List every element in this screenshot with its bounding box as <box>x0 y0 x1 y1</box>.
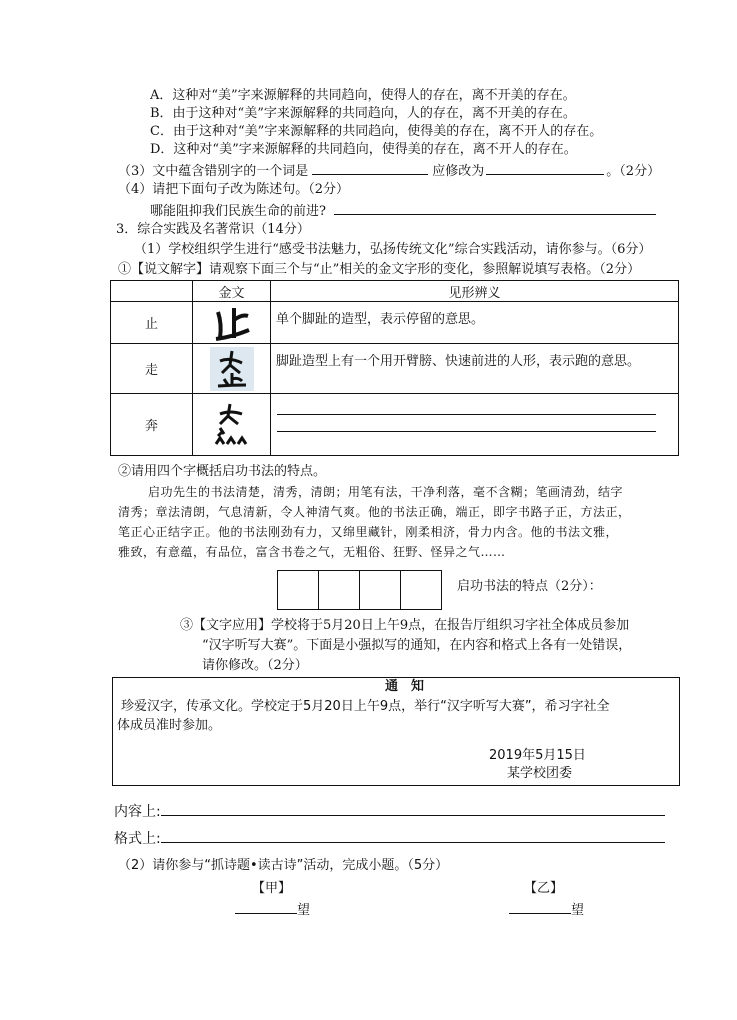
table-desc-ben-answer[interactable] <box>271 394 679 456</box>
answer-content-row <box>114 802 665 821</box>
table-header-jinwen: 金文 <box>193 281 271 302</box>
answer-line-2[interactable] <box>277 415 656 432</box>
q3-middle: 应修改为 <box>432 164 485 179</box>
question-4-sentence <box>150 201 656 221</box>
option-a: A．这种对“美”字来源解释的共同趋向，使得人的存在，离不开美的存在。 <box>150 88 576 103</box>
q3-prefix: （3）文中蕴含错别字的一个词是 <box>118 164 309 179</box>
notice-title: 通 知 <box>385 679 425 694</box>
option-b: B．由于这种对“美”字来源解释的共同趋向，人的存在，离不开美的存在。 <box>150 106 576 121</box>
notice-body-line: 体成员准时参加。 <box>117 718 222 733</box>
poem-a-title <box>235 900 310 920</box>
poem-a-blank[interactable] <box>235 900 297 914</box>
answer-blank-statement[interactable] <box>334 201 656 215</box>
answer-format-row <box>114 829 665 848</box>
question-3 <box>118 161 660 181</box>
jinwen-table <box>110 280 679 456</box>
q3-suffix: 。（2分） <box>606 164 661 179</box>
table-char-zhi: 止 <box>111 302 193 344</box>
poem-b-label: 【乙】 <box>524 881 564 896</box>
table-row <box>111 302 679 344</box>
answer-box[interactable] <box>318 570 360 610</box>
poem-b-suffix: 望 <box>571 903 585 918</box>
table-header-meaning: 见形辨义 <box>271 281 679 302</box>
table-header-empty <box>111 281 193 302</box>
notice-body-line: 珍爱汉字，传承文化。学校定于5月20日上午9点，举行“汉字听写大赛”，希习字社全 <box>121 699 610 714</box>
passage-line: 清秀；章法清朗，气息清新，令人神清气爽。他的书法正确，端正，即字书路子正，方法正， <box>118 505 631 519</box>
notice-sender: 某学校团委 <box>507 766 573 781</box>
answer-content-line[interactable] <box>161 802 665 816</box>
poem-a-label: 【甲】 <box>252 881 292 896</box>
task-2: ②请用四个字概括启功书法的特点。 <box>118 464 327 479</box>
task-1: ①【说文解字】请观察下面三个与“止”相关的金文字形的变化，参照解说填写表格。（2分） <box>118 262 641 277</box>
jinwen-zhi-glyph <box>193 302 271 344</box>
task-3-line: “汉字听写大赛”。下面是小强拟写的通知，在内容和格式上各有一处错误， <box>202 638 632 653</box>
question-4: （4）请把下面句子改为陈述句。（2分） <box>118 182 350 197</box>
answer-box[interactable] <box>400 570 442 610</box>
option-d: D．这种对“美”字来源解释的共同趋向，使得美的存在，离不开人的存在。 <box>150 142 577 157</box>
q4-sentence-text: 哪能阻抑我们民族生命的前进? <box>150 204 326 219</box>
answer-blank-wrong-word[interactable] <box>312 161 428 175</box>
answer-blank-correction[interactable] <box>486 161 604 175</box>
table-char-ben: 奔 <box>111 394 193 456</box>
jinwen-zou-glyph <box>193 344 271 394</box>
table-char-zou: 走 <box>111 344 193 394</box>
answer-boxes <box>278 570 442 610</box>
jinwen-ben-glyph <box>193 394 271 456</box>
poem-b-title <box>509 900 584 920</box>
notice-date: 2019年5月15日 <box>489 748 586 763</box>
answer-box[interactable] <box>277 570 319 610</box>
passage-line: 雅致，有意蕴，有品位，富含书卷之气，无粗俗、狂野、怪异之气…… <box>118 545 506 559</box>
activity-2: （2）请你参与“抓诗题•读古诗”活动，完成小题。（5分） <box>118 858 449 873</box>
option-c: C．由于这种对“美”字来源解释的共同趋向，使得美的存在，离不开人的存在。 <box>150 124 603 139</box>
boxes-label: 启功书法的特点（2分）： <box>457 579 602 594</box>
table-header-row <box>111 281 679 302</box>
answer-format-label: 格式上: <box>114 831 161 847</box>
table-row <box>111 344 679 394</box>
section-3-title: 3．综合实践及名著常识（14分） <box>116 222 310 237</box>
notice-box <box>112 677 680 786</box>
answer-line-1[interactable] <box>277 398 656 415</box>
task-3-line: ③【文字应用】学校将于5月20日上午9点，在报告厅组织习字社全体成员参加 <box>180 618 630 633</box>
answer-content-label: 内容上: <box>114 804 161 820</box>
answer-format-line[interactable] <box>161 829 665 843</box>
table-row <box>111 394 679 456</box>
passage-line: 笔正心正结字正。他的书法刚劲有力，又绵里藏针，刚柔相济，骨力内含。他的书法文雅， <box>118 525 619 539</box>
table-desc-zou: 脚趾造型上有一个用开臂膀、快速前进的人形，表示跑的意思。 <box>271 344 679 394</box>
table-desc-zhi: 单个脚趾的造型，表示停留的意思。 <box>271 302 679 344</box>
activity-1: （1）学校组织学生进行“感受书法魅力，弘扬传统文化”综合实践活动，请你参与。（6分） <box>134 242 652 257</box>
passage-line: 启功先生的书法清楚，清秀，清朗；用笔有法，干净利落，毫不含糊；笔画清劲，结字 <box>148 485 624 499</box>
task-3-line: 请你修改。（2分） <box>202 658 308 673</box>
poem-b-blank[interactable] <box>509 900 571 914</box>
answer-box[interactable] <box>359 570 401 610</box>
poem-a-suffix: 望 <box>297 903 311 918</box>
